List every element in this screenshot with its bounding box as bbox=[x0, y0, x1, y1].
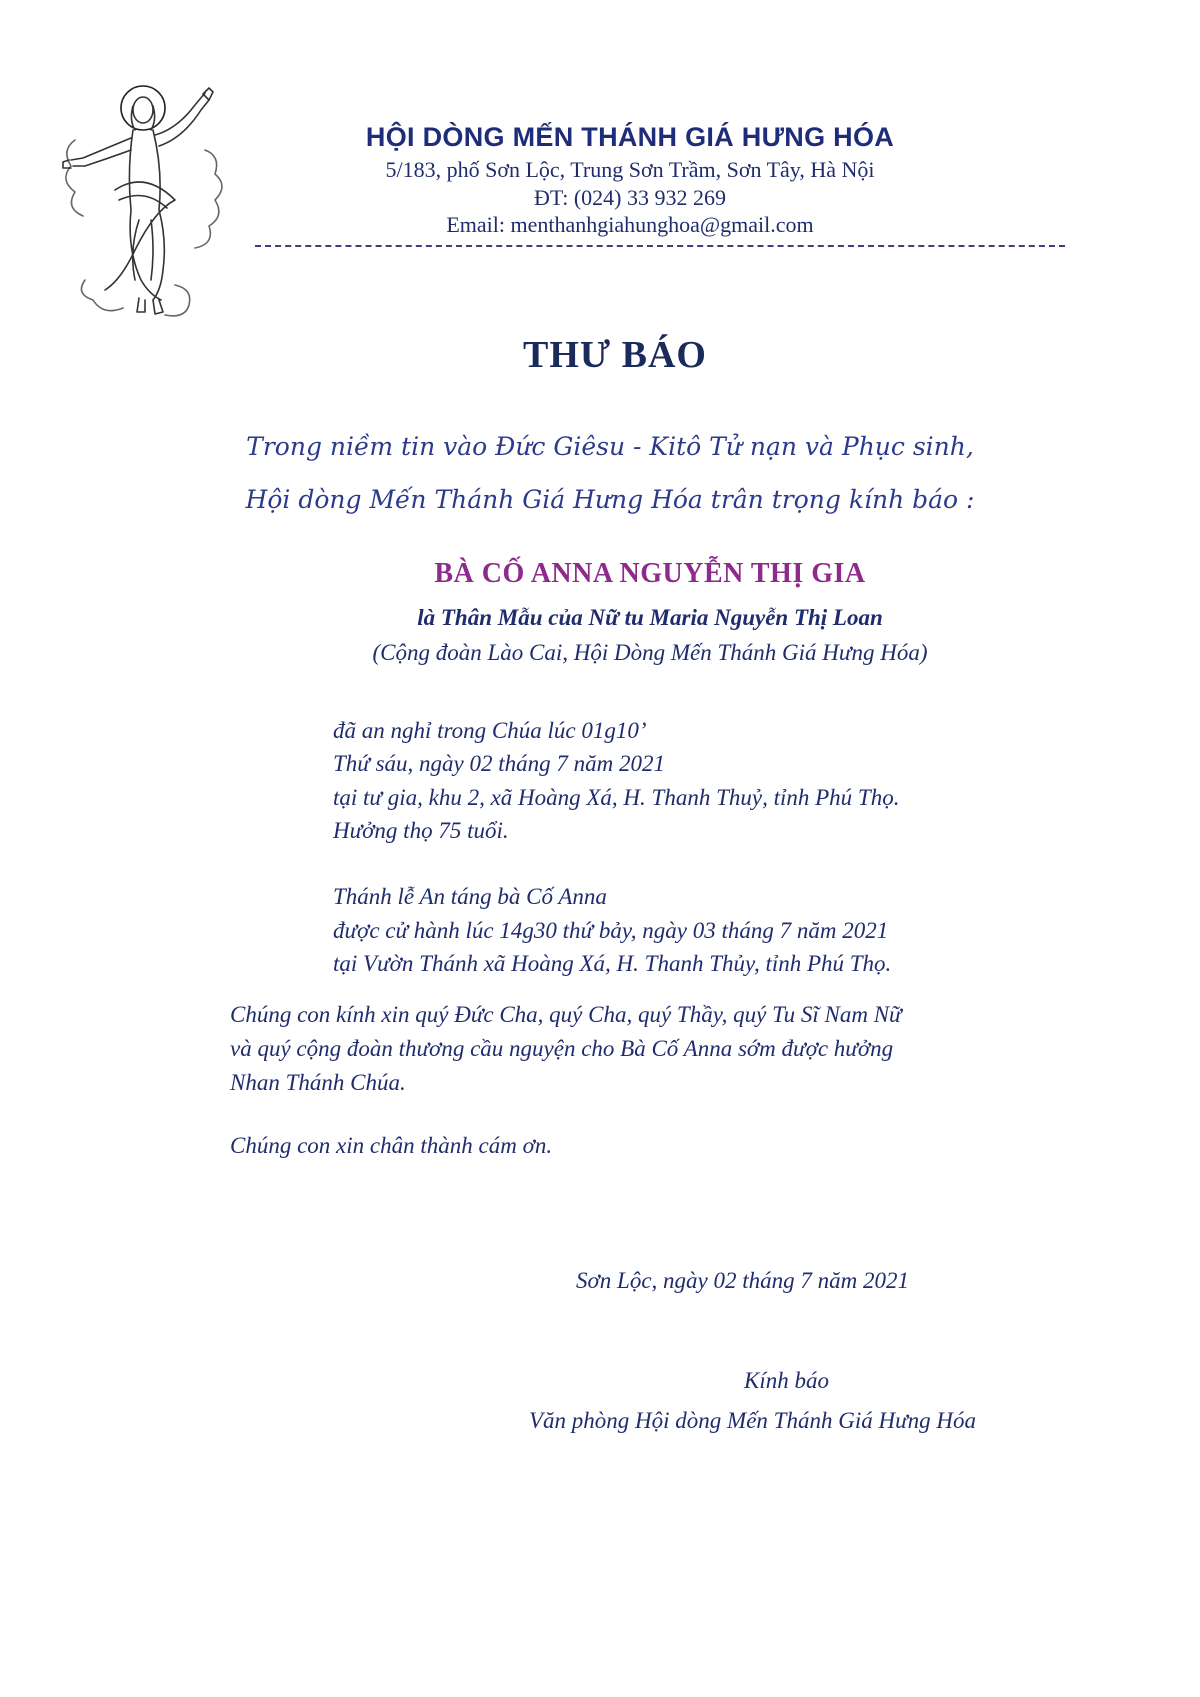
funeral-line-2: được cử hành lúc 14g30 thứ bảy, ngày 03 tháng 7 năm 2021 bbox=[333, 918, 889, 943]
deceased-relation: là Thân Mẫu của Nữ tu Maria Nguyễn Thị Loan bbox=[417, 605, 883, 630]
funeral-line-3: tại Vườn Thánh xã Hoàng Xá, H. Thanh Thủy, tỉnh Phú Thọ. bbox=[333, 951, 892, 976]
intro-line-1: Trong niềm tin vào Đức Giêsu - Kitô Tử nạn và Phục sinh, bbox=[246, 432, 974, 461]
intro-line-2: Hội dòng Mến Thánh Giá Hưng Hóa trân trọng kính báo : bbox=[245, 485, 975, 514]
death-line-3: tại tư gia, khu 2, xã Hoàng Xá, H. Thanh Thuỷ, tỉnh Phú Thọ. bbox=[333, 785, 900, 810]
header-divider bbox=[255, 245, 1065, 247]
thanks-text: Chúng con xin chân thành cám ơn. bbox=[230, 1133, 553, 1158]
signature-closing: Kính báo bbox=[744, 1368, 829, 1393]
risen-christ-icon bbox=[55, 80, 235, 330]
request-line-3: Nhan Thánh Chúa. bbox=[230, 1070, 406, 1095]
deceased-community: (Cộng đoàn Lào Cai, Hội Dòng Mến Thánh Giá Hưng Hóa) bbox=[372, 640, 928, 665]
request-line-1: Chúng con kính xin quý Đức Cha, quý Cha, quý Thầy, quý Tu Sĩ Nam Nữ bbox=[230, 1002, 902, 1027]
funeral-line-1: Thánh lễ An táng bà Cố Anna bbox=[333, 884, 607, 909]
death-line-1: đã an nghỉ trong Chúa lúc 01g10’ bbox=[333, 718, 647, 743]
document-title: THƯ BÁO bbox=[523, 334, 707, 376]
request-line-2: và quý cộng đoàn thương cầu nguyện cho Bà Cố Anna sớm được hưởng bbox=[230, 1036, 894, 1061]
organization-name: HỘI DÒNG MẾN THÁNH GIÁ HƯNG HÓA bbox=[365, 122, 895, 152]
deceased-name: BÀ CỐ ANNA NGUYỄN THỊ GIA bbox=[434, 558, 866, 589]
death-line-2: Thứ sáu, ngày 02 tháng 7 năm 2021 bbox=[333, 751, 665, 776]
organization-email: Email: menthanhgiahunghoa@gmail.com bbox=[446, 212, 814, 237]
death-line-4: Hưởng thọ 75 tuổi. bbox=[333, 818, 509, 843]
organization-phone: ĐT: (024) 33 932 269 bbox=[534, 185, 726, 210]
signature-office: Văn phòng Hội dòng Mến Thánh Giá Hưng Hóa bbox=[529, 1408, 976, 1433]
place-date: Sơn Lộc, ngày 02 tháng 7 năm 2021 bbox=[576, 1268, 909, 1293]
organization-address: 5/183, phố Sơn Lộc, Trung Sơn Trầm, Sơn Tây, Hà Nội bbox=[385, 157, 875, 182]
